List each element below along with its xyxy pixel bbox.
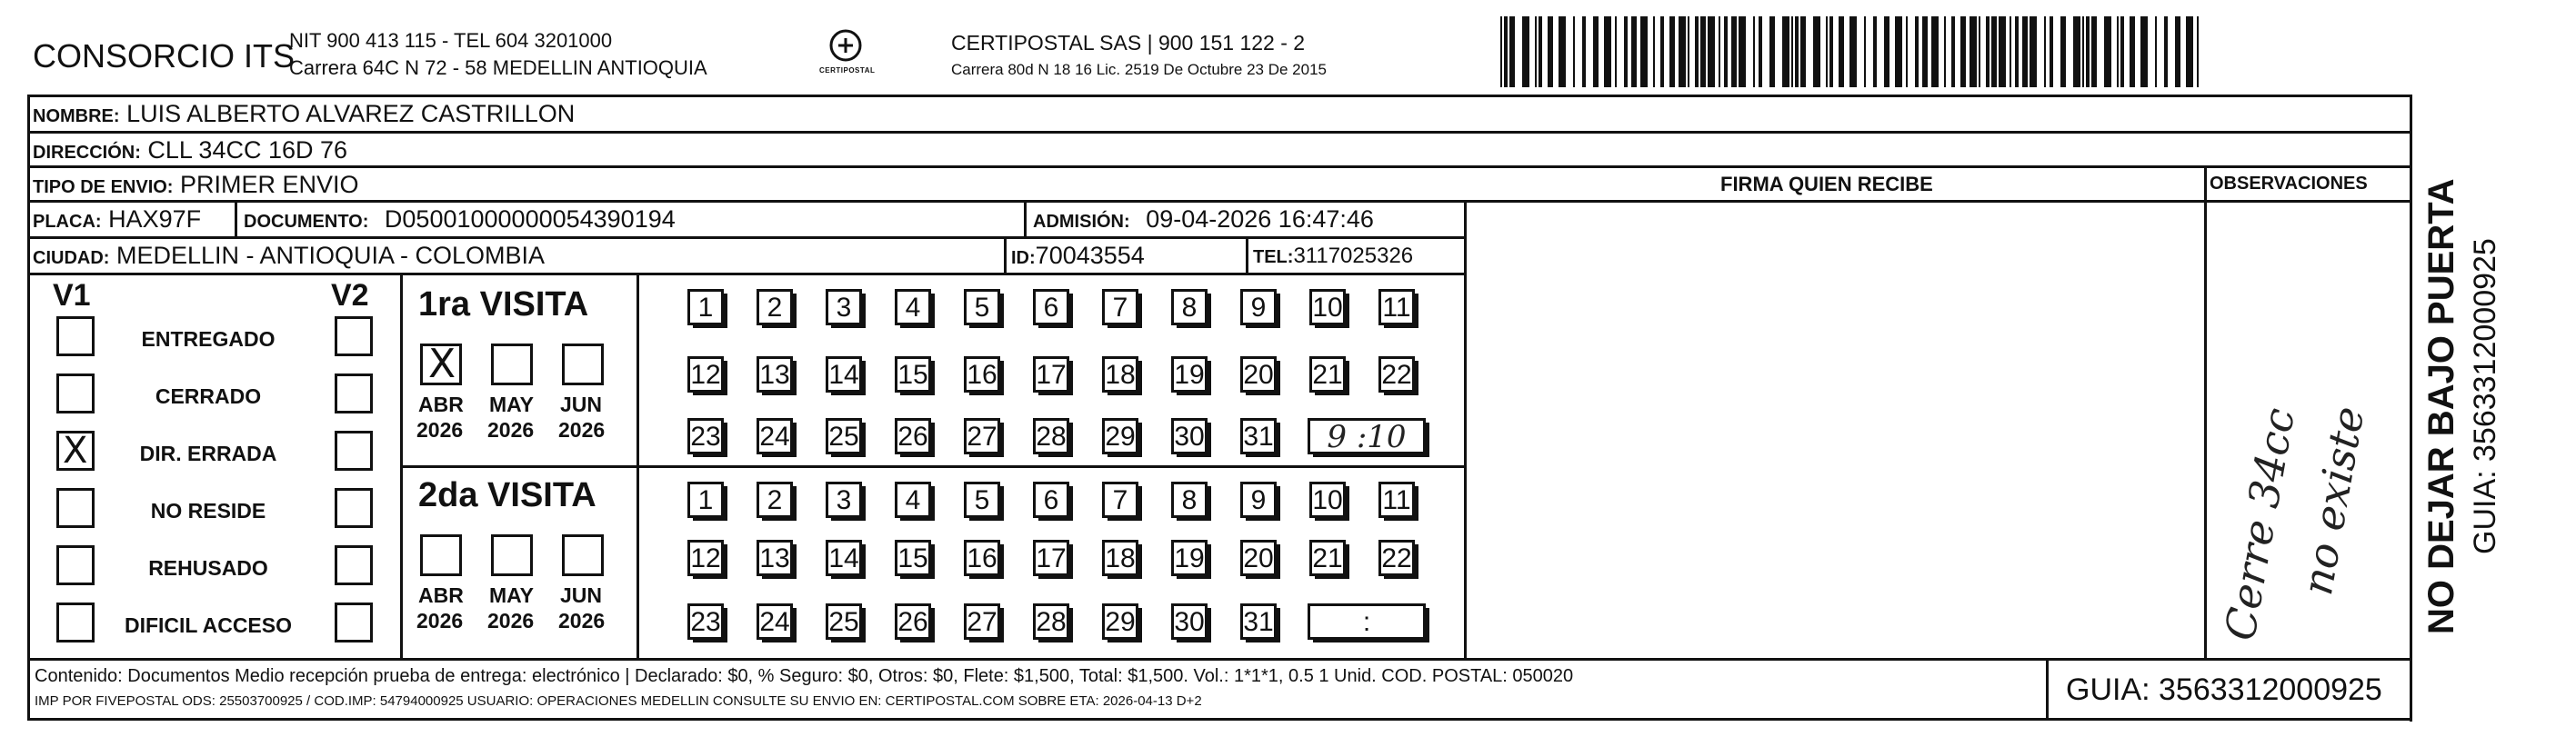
day-box[interactable]: 14 xyxy=(826,540,862,576)
side-warning: NO DEJAR BAJO PUERTA xyxy=(2421,178,2461,634)
barcode-bar xyxy=(1640,16,1648,87)
barcode-bar xyxy=(1970,16,1977,87)
direccion-label: DIRECCIÓN: xyxy=(33,143,141,163)
certipostal-line: CERTIPOSTAL SAS | 900 151 122 - 2 xyxy=(951,31,1306,55)
barcode-bar xyxy=(1951,16,1955,87)
v2-label: V2 xyxy=(331,278,369,313)
day-box[interactable]: 6 xyxy=(1033,482,1069,518)
day-box[interactable]: 10 xyxy=(1309,289,1346,325)
day-box[interactable]: 9 xyxy=(1240,289,1277,325)
barcode-bar xyxy=(2015,16,2019,87)
direccion-value: CLL 34CC 16D 76 xyxy=(147,136,348,164)
status-option-label: REHUSADO xyxy=(148,556,268,580)
tipo-label: TIPO DE ENVIO: xyxy=(33,177,174,197)
barcode-bar xyxy=(1539,16,1542,87)
day-box[interactable]: 1 xyxy=(687,482,724,518)
barcode-bar xyxy=(1922,16,1928,87)
obs-handwriting-2: no existe xyxy=(2292,403,2374,599)
nombre-row xyxy=(33,102,575,126)
tel-label: TEL: xyxy=(1253,247,1294,267)
year-label: 2026 xyxy=(416,418,464,442)
barcode-bar xyxy=(1582,16,1586,87)
footer-guia: GUIA: 3563312000925 xyxy=(2066,672,2382,707)
barcode-bar xyxy=(1873,16,1877,87)
day-box[interactable]: 24 xyxy=(757,603,793,640)
second-visit-title: 2da VISITA xyxy=(418,476,596,514)
footer-contenido: Contenido: Documentos Medio recepción prueba de entrega: electrónico | Declarado: $0, % Seguro: $0, Otros: $0, Flete: $1,500, Total: $1,500. Vol.: 1*1*1, 0.5 1 Unid. COD. POSTAL: 050020 xyxy=(35,666,1574,686)
barcode-bar xyxy=(1509,16,1515,87)
barcode-bar xyxy=(2130,16,2135,87)
admision-label: ADMISIÓN: xyxy=(1033,212,1130,232)
barcode-bar xyxy=(2050,16,2053,87)
barcode-bar xyxy=(1986,16,1990,87)
nombre-label: NOMBRE: xyxy=(33,106,120,126)
barcode-bar xyxy=(2120,16,2124,87)
day-box[interactable]: 12 xyxy=(687,540,724,576)
barcode-bar xyxy=(1991,16,1997,87)
nombre-value: LUIS ALBERTO ALVAREZ CASTRILLON xyxy=(126,100,576,127)
placa-row xyxy=(33,207,201,232)
day-box[interactable]: 16 xyxy=(964,540,1000,576)
barcode-bar xyxy=(1769,16,1775,87)
v2-checkbox[interactable] xyxy=(335,488,373,528)
day-box[interactable]: 19 xyxy=(1171,356,1208,393)
day-box[interactable]: 10 xyxy=(1309,482,1346,518)
company-name: CONSORCIO ITS xyxy=(33,37,296,75)
barcode-bar xyxy=(2155,16,2157,87)
v2-checkbox[interactable] xyxy=(335,316,373,356)
day-box[interactable]: 19 xyxy=(1171,540,1208,576)
barcode-bar xyxy=(2164,16,2168,87)
barcode-bar xyxy=(1782,16,1789,87)
obs-handwriting-1: Cerre 34cc xyxy=(2215,403,2305,644)
barcode-bar xyxy=(1660,16,1664,87)
month-label: ABR xyxy=(418,393,464,416)
day-box[interactable]: 14 xyxy=(826,356,862,393)
month-label: ABR xyxy=(418,583,464,607)
day-box[interactable]: 18 xyxy=(1102,356,1138,393)
day-box[interactable]: 13 xyxy=(757,540,793,576)
day-box[interactable]: 11 xyxy=(1378,289,1415,325)
day-box[interactable]: 30 xyxy=(1171,603,1208,640)
barcode-bar xyxy=(1839,16,1844,87)
documento-value: D05001000000054390194 xyxy=(384,205,676,233)
barcode-bar xyxy=(1906,16,1908,87)
day-box[interactable]: 29 xyxy=(1102,418,1138,454)
day-box[interactable]: 4 xyxy=(895,289,931,325)
day-box[interactable]: 16 xyxy=(964,356,1000,393)
barcode-bar xyxy=(1669,16,1675,87)
certipostal-logo xyxy=(814,27,877,84)
barcode-bar xyxy=(1688,16,1689,87)
day-box[interactable]: 24 xyxy=(757,418,793,454)
tipo-row xyxy=(33,173,359,197)
barcode-bar xyxy=(1829,16,1833,87)
day-box[interactable]: 28 xyxy=(1033,418,1069,454)
day-box[interactable]: 23 xyxy=(687,418,724,454)
ciudad-value: MEDELLIN - ANTIOQUIA - COLOMBIA xyxy=(115,242,546,269)
v1-checkbox[interactable] xyxy=(56,431,95,471)
status-option-label: CERRADO xyxy=(155,384,262,408)
barcode-bar xyxy=(1504,16,1508,87)
day-box[interactable]: 8 xyxy=(1171,289,1208,325)
barcode-bar xyxy=(2117,16,2119,87)
day-box[interactable]: 26 xyxy=(895,603,931,640)
month-label: JUN xyxy=(560,393,603,416)
day-box[interactable]: 25 xyxy=(826,418,862,454)
barcode-bar xyxy=(1915,16,1919,87)
nit-line: NIT 900 413 115 - TEL 604 3201000 xyxy=(289,29,613,52)
barcode-bar xyxy=(1631,16,1637,87)
v1-label: V1 xyxy=(53,278,91,313)
day-box[interactable]: 15 xyxy=(895,540,931,576)
day-box[interactable]: 21 xyxy=(1309,356,1346,393)
barcode-bar xyxy=(1999,16,2006,87)
time-box[interactable]: 9 :10 xyxy=(1308,418,1426,454)
barcode-bar xyxy=(1522,16,1529,87)
barcode-bar xyxy=(1700,16,1706,87)
month-label: MAY xyxy=(489,583,534,607)
year-label: 2026 xyxy=(558,418,606,442)
day-box[interactable]: 18 xyxy=(1102,540,1138,576)
v2-checkbox[interactable] xyxy=(335,603,373,642)
day-box[interactable]: 20 xyxy=(1240,356,1277,393)
day-box[interactable]: 23 xyxy=(687,603,724,640)
barcode-bar xyxy=(2140,16,2148,87)
day-box[interactable]: 28 xyxy=(1033,603,1069,640)
direccion-row xyxy=(33,138,347,163)
barcode-bar xyxy=(2197,16,2199,87)
status-option-label: NO RESIDE xyxy=(150,499,266,523)
barcode-bar xyxy=(1813,16,1820,87)
day-box[interactable]: 17 xyxy=(1033,356,1069,393)
barcode-bar xyxy=(1895,16,1902,87)
barcode-bar xyxy=(2104,16,2111,87)
tipo-value: PRIMER ENVIO xyxy=(179,171,359,198)
day-box[interactable]: 1 xyxy=(687,289,724,325)
day-box[interactable]: 3 xyxy=(826,289,862,325)
company-address: Carrera 64C N 72 - 58 MEDELLIN ANTIOQUIA xyxy=(289,56,707,79)
barcode-bar xyxy=(1535,16,1537,87)
placa-label: PLACA: xyxy=(33,212,102,232)
day-box[interactable]: 4 xyxy=(895,482,931,518)
day-box[interactable]: 31 xyxy=(1240,418,1277,454)
day-box[interactable]: 31 xyxy=(1240,603,1277,640)
barcode-bar xyxy=(1795,16,1799,87)
barcode-bar xyxy=(1593,16,1599,87)
logo-text: CERTIPOSTAL xyxy=(819,66,876,75)
v2-checkbox[interactable] xyxy=(335,545,373,585)
barcode-bar xyxy=(1615,16,1617,87)
status-option-label: DIFICIL ACCESO xyxy=(124,613,292,637)
day-box[interactable]: 25 xyxy=(826,603,862,640)
barcode-bar xyxy=(1960,16,1966,87)
barcode-bar xyxy=(2030,16,2037,87)
day-box[interactable]: 21 xyxy=(1309,540,1346,576)
day-box[interactable]: 3 xyxy=(826,482,862,518)
year-label: 2026 xyxy=(558,609,606,632)
id-value: 70043554 xyxy=(1035,242,1145,269)
barcode-bar xyxy=(1791,16,1793,87)
day-box[interactable]: 12 xyxy=(687,356,724,393)
year-label: 2026 xyxy=(487,609,535,632)
month-label: JUN xyxy=(560,583,603,607)
v1-checkbox[interactable] xyxy=(56,316,95,356)
tel-value: 3117025326 xyxy=(1293,244,1414,268)
day-box[interactable]: 15 xyxy=(895,356,931,393)
day-box[interactable]: 7 xyxy=(1102,289,1138,325)
barcode-bar xyxy=(1724,16,1728,87)
day-box[interactable]: 27 xyxy=(964,418,1000,454)
month-checkbox[interactable] xyxy=(491,344,533,385)
day-box[interactable]: 5 xyxy=(964,289,1000,325)
barcode-bar xyxy=(1884,16,1889,87)
month-checkbox[interactable] xyxy=(562,534,604,576)
day-box[interactable]: 9 xyxy=(1240,482,1277,518)
v2-checkbox[interactable] xyxy=(335,374,373,413)
day-box[interactable]: 30 xyxy=(1171,418,1208,454)
barcode-bar xyxy=(1624,16,1628,87)
barcode-bar xyxy=(1559,16,1566,87)
day-box[interactable]: 17 xyxy=(1033,540,1069,576)
v1-checkbox[interactable] xyxy=(56,374,95,413)
month-label: MAY xyxy=(489,393,534,416)
time-box[interactable]: : xyxy=(1308,603,1426,640)
barcode-bar xyxy=(2044,16,2046,87)
barcode-bar xyxy=(1695,16,1699,87)
day-box[interactable]: 20 xyxy=(1240,540,1277,576)
day-box[interactable]: 2 xyxy=(757,289,793,325)
barcode-bar xyxy=(1731,16,1737,87)
barcode-bar xyxy=(1573,16,1575,87)
barcode xyxy=(1500,16,2210,87)
barcode-bar xyxy=(2091,16,2097,87)
barcode-bar xyxy=(1753,16,1755,87)
year-label: 2026 xyxy=(487,418,535,442)
barcode-bar xyxy=(2073,16,2080,87)
day-box[interactable]: 29 xyxy=(1102,603,1138,640)
barcode-bar xyxy=(1849,16,1857,87)
observaciones-header: OBSERVACIONES xyxy=(2210,174,2368,194)
certipostal-address: Carrera 80d N 18 16 Lic. 2519 De Octubre 23 De 2015 xyxy=(951,61,1327,78)
month-checkbox[interactable] xyxy=(562,344,604,385)
barcode-bar xyxy=(2022,16,2028,87)
day-box[interactable]: 22 xyxy=(1378,540,1415,576)
placa-value: HAX97F xyxy=(108,205,202,233)
barcode-bar xyxy=(1708,16,1715,87)
month-checkbox[interactable] xyxy=(491,534,533,576)
month-checkbox[interactable] xyxy=(420,341,462,387)
barcode-bar xyxy=(1548,16,1553,87)
barcode-bar xyxy=(1979,16,1980,87)
day-box[interactable]: 7 xyxy=(1102,482,1138,518)
barcode-bar xyxy=(2082,16,2084,87)
year-label: 2026 xyxy=(416,609,464,632)
barcode-bar xyxy=(1944,16,1946,87)
ciudad-row xyxy=(33,244,545,268)
barcode-bar xyxy=(1826,16,1828,87)
documento-row xyxy=(244,207,676,232)
documento-label: DOCUMENTO: xyxy=(244,212,369,232)
day-box[interactable]: 5 xyxy=(964,482,1000,518)
first-visit-title: 1ra VISITA xyxy=(418,285,589,324)
v2-checkbox[interactable] xyxy=(335,431,373,471)
day-box[interactable]: 11 xyxy=(1378,482,1415,518)
barcode-bar xyxy=(1500,16,1502,87)
status-option-label: ENTREGADO xyxy=(141,327,276,351)
v1-checkbox[interactable] xyxy=(56,545,95,585)
barcode-bar xyxy=(2186,16,2193,87)
status-option-label: DIR. ERRADA xyxy=(139,442,277,465)
admision-value: 09-04-2026 16:47:46 xyxy=(1146,205,1374,233)
side-guia: GUIA: 3563312000925 xyxy=(2468,238,2502,554)
barcode-bar xyxy=(1719,16,1720,87)
id-row xyxy=(1011,244,1145,268)
barcode-bar xyxy=(1653,16,1655,87)
v1-checkbox[interactable] xyxy=(56,488,95,528)
barcode-bar xyxy=(2010,16,2011,87)
barcode-bar xyxy=(1604,16,1611,87)
barcode-bar xyxy=(2086,16,2090,87)
day-box[interactable]: 8 xyxy=(1171,482,1208,518)
day-box[interactable]: 26 xyxy=(895,418,931,454)
day-box[interactable]: 6 xyxy=(1033,289,1069,325)
barcode-bar xyxy=(1864,16,1866,87)
day-box[interactable]: 22 xyxy=(1378,356,1415,393)
month-checkbox[interactable] xyxy=(420,534,462,576)
barcode-bar xyxy=(1739,16,1746,87)
check-mark: X xyxy=(428,341,456,387)
barcode-bar xyxy=(1931,16,1939,87)
barcode-bar xyxy=(2175,16,2180,87)
day-box[interactable]: 27 xyxy=(964,603,1000,640)
firma-header: FIRMA QUIEN RECIBE xyxy=(1720,173,1933,195)
barcode-bar xyxy=(1679,16,1686,87)
ciudad-label: CIUDAD: xyxy=(33,248,110,268)
barcode-bar xyxy=(1759,16,1762,87)
barcode-bar xyxy=(2060,16,2066,87)
barcode-bar xyxy=(1800,16,1806,87)
admision-row xyxy=(1033,207,1374,232)
day-box[interactable]: 2 xyxy=(757,482,793,518)
check-mark: X xyxy=(63,430,88,472)
day-box[interactable]: 13 xyxy=(757,356,793,393)
id-label: ID: xyxy=(1011,248,1036,268)
tel-row xyxy=(1253,245,1413,267)
footer-imp: IMP POR FIVEPOSTAL ODS: 25503700925 / COD.IMP: 54794000925 USUARIO: OPERACIONES MEDELLIN CONSULTE SU ENVIO EN: CERTIPOSTAL.COM SOBRE ETA: 2026-04-13 D+2 xyxy=(35,693,1202,709)
v1-checkbox[interactable] xyxy=(56,603,95,642)
